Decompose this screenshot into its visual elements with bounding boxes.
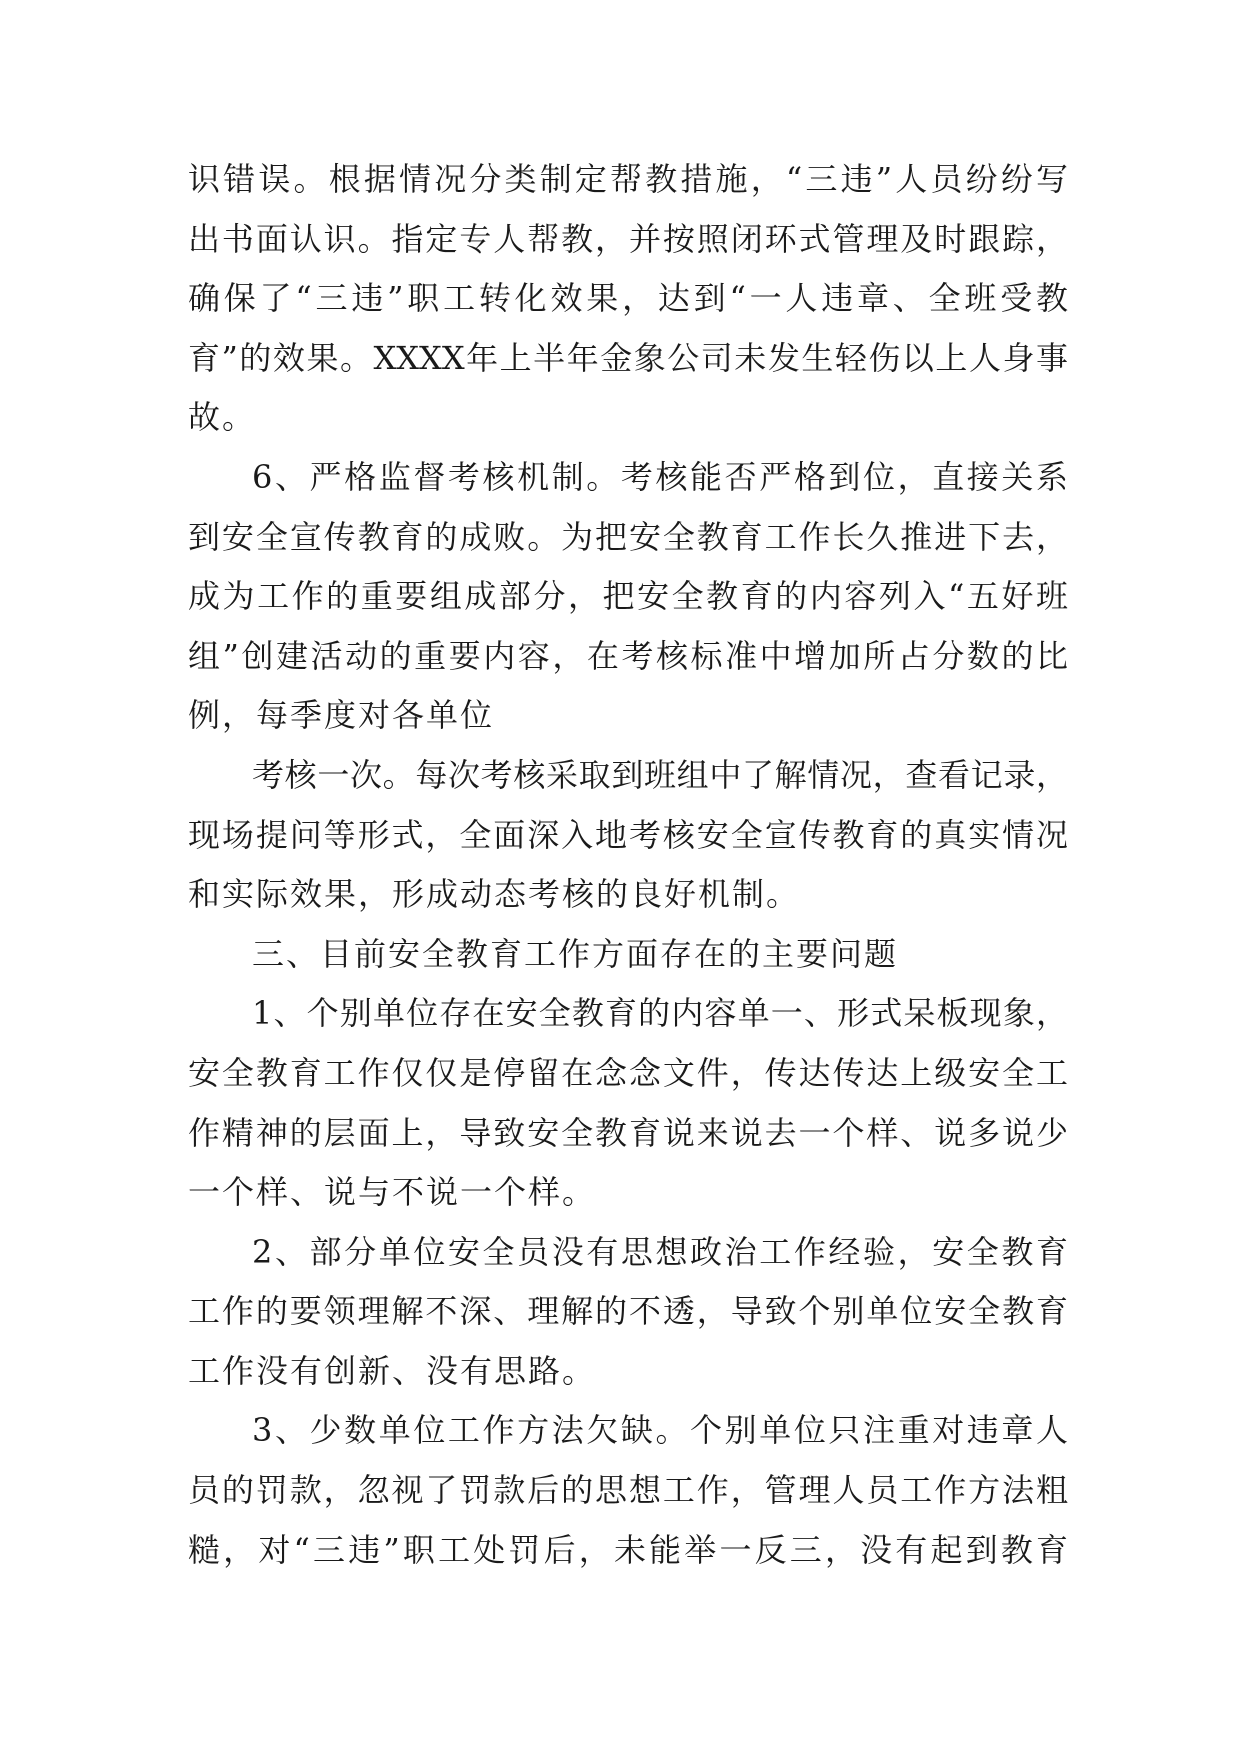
text-line: 安全教育工作仅仅是停留在念念文件，传达传达上级安全工 xyxy=(188,1053,1068,1092)
text-line: 1、个别单位存在安全教育的内容单一、形式呆板现象， xyxy=(252,994,1068,1033)
text-line: 识错误。根据情况分类制定帮教措施，“三违”人员纷纷写 xyxy=(188,160,1068,198)
text-line: 考核一次。每次考核采取到班组中了解情况，查看记录， xyxy=(252,755,1068,794)
text-line: 和实际效果，形成动态考核的良好机制。 xyxy=(188,875,801,914)
text-line: 成为工作的重要组成部分，把安全教育的内容列入“五好班 xyxy=(188,577,1068,616)
text-line: 一个样、说与不说一个样。 xyxy=(188,1173,597,1212)
paragraph-continuation xyxy=(188,150,1068,448)
text-line: 作精神的层面上，导致安全教育说来说去一个样、说多说少 xyxy=(188,1113,1068,1152)
text-line: 确保了“三违”职工转化效果，达到“一人违章、全班受教 xyxy=(188,279,1068,318)
text-line: 例，每季度对各单位 xyxy=(188,696,495,735)
text-line: 组”创建活动的重要内容，在考核标准中增加所占分数的比 xyxy=(188,636,1068,675)
document-body xyxy=(188,150,1068,1580)
text-line: 工作没有创新、没有思路。 xyxy=(188,1351,597,1390)
text-line: 到安全宣传教育的成败。为把安全教育工作长久推进下去， xyxy=(188,517,1068,556)
text-line: 糙，对“三违”职工处罚后，未能举一反三，没有起到教育 xyxy=(188,1530,1068,1569)
paragraph-assessment xyxy=(188,746,1068,925)
text-line: 2、部分单位安全员没有思想政治工作经验，安全教育 xyxy=(252,1232,1068,1271)
paragraph-problem-3 xyxy=(188,1401,1068,1580)
paragraph-problem-2 xyxy=(188,1223,1068,1402)
text-line: 员的罚款，忽视了罚款后的思想工作，管理人员工作方法粗 xyxy=(188,1471,1068,1510)
text-line: 现场提问等形式，全面深入地考核安全宣传教育的真实情况 xyxy=(188,815,1068,854)
text-line: 出书面认识。指定专人帮教，并按照闭环式管理及时跟踪， xyxy=(188,219,1068,258)
heading-line: 三、目前安全教育工作方面存在的主要问题 xyxy=(252,934,899,973)
text-line: 故。 xyxy=(188,398,257,437)
paragraph-item-6 xyxy=(188,448,1068,746)
paragraph-problem-1 xyxy=(188,984,1068,1222)
text-line: 3、少数单位工作方法欠缺。个别单位只注重对违章人 xyxy=(252,1411,1068,1450)
text-line: 工作的要领理解不深、理解的不透，导致个别单位安全教育 xyxy=(188,1292,1068,1331)
text-line: 育”的效果。XXXX年上半年金象公司未发生轻伤以上人身事 xyxy=(188,338,1068,377)
text-line: 6、严格监督考核机制。考核能否严格到位，直接关系 xyxy=(252,457,1068,496)
section-heading-3 xyxy=(188,925,1068,985)
